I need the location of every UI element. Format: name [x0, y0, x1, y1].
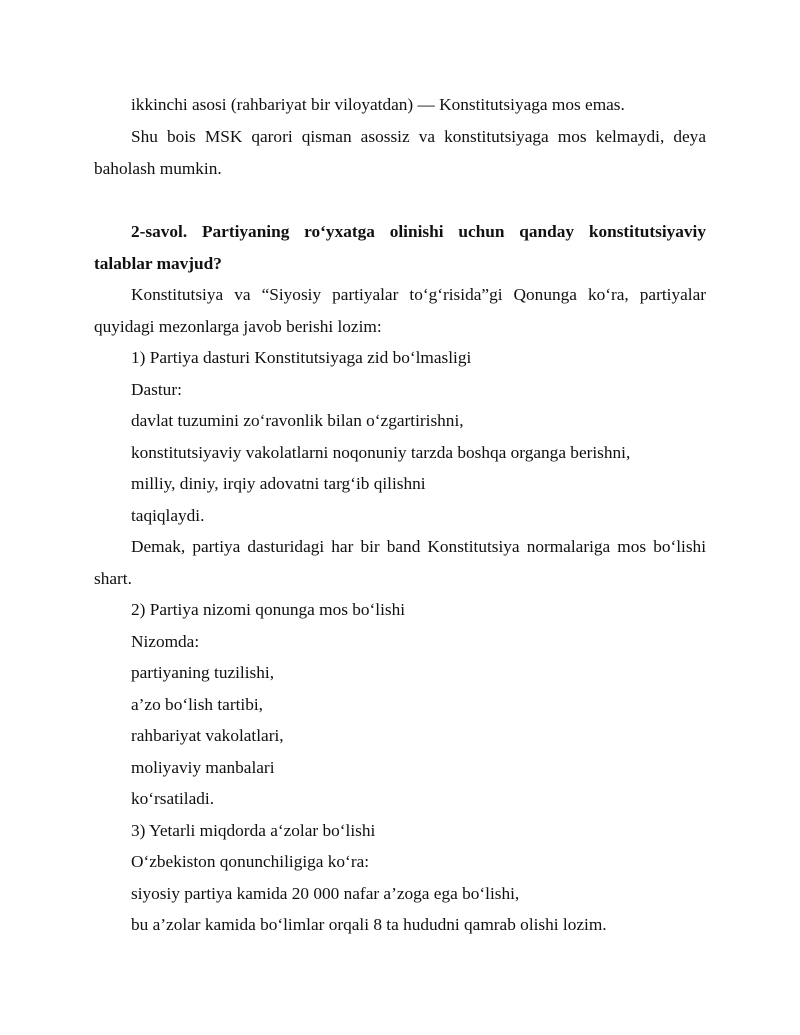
numbered-item: 2) Partiya nizomi qonunga mos bo‘lishi: [131, 600, 406, 619]
list-item: moliyaviy manbalari: [131, 758, 275, 777]
list-item: bu a’zolar kamida bo‘limlar orqali 8 ta hududni qamrab olishi lozim.: [131, 915, 607, 934]
paragraph-line: baholash mumkin.: [94, 159, 222, 178]
paragraph-line: O‘zbekiston qonunchiligiga ko‘ra:: [131, 852, 370, 871]
question-heading: talablar mavjud?: [94, 254, 222, 273]
list-item: davlat tuzumini zo‘ravonlik bilan o‘zgartirishni,: [131, 411, 464, 430]
list-item: a’zo bo‘lish tartibi,: [131, 695, 263, 714]
paragraph-line: Shu bois MSK qarori qisman asossiz va konstitutsiyaga mos kelmaydi, deya: [131, 127, 706, 146]
paragraph-line: Dastur:: [131, 380, 182, 399]
numbered-item: 1) Partiya dasturi Konstitutsiyaga zid bo‘lmasligi: [131, 348, 472, 367]
paragraph-line: Nizomda:: [131, 632, 200, 651]
question-heading: 2-savol. Partiyaning ro‘yxatga olinishi uchun qanday konstitutsiyaviy: [131, 222, 706, 241]
paragraph-line: Konstitutsiya va “Siyosiy partiyalar to‘g‘risida”gi Qonunga ko‘ra, partiyalar: [131, 285, 706, 304]
list-item: milliy, diniy, irqiy adovatni targ‘ib qilishni: [131, 474, 426, 493]
paragraph-line: taqiqlaydi.: [131, 506, 205, 525]
paragraph-line: ko‘rsatiladi.: [131, 789, 215, 808]
paragraph-line: quyidagi mezonlarga javob berishi lozim:: [94, 317, 382, 336]
list-item: konstitutsiyaviy vakolatlarni noqonuniy tarzda boshqa organga berishni,: [131, 443, 631, 462]
paragraph-line: ikkinchi asosi (rahbariyat bir viloyatdan) — Konstitutsiyaga mos emas.: [131, 95, 625, 114]
list-item: rahbariyat vakolatlari,: [131, 726, 284, 745]
paragraph-line: Demak, partiya dasturidagi har bir band Konstitutsiya normalariga mos bo‘lishi: [131, 537, 706, 556]
numbered-item: 3) Yetarli miqdorda a‘zolar bo‘lishi: [131, 821, 376, 840]
list-item: siyosiy partiya kamida 20 000 nafar a’zoga ega bo‘lishi,: [131, 884, 520, 903]
paragraph-line: shart.: [94, 569, 132, 588]
list-item: partiyaning tuzilishi,: [131, 663, 275, 682]
